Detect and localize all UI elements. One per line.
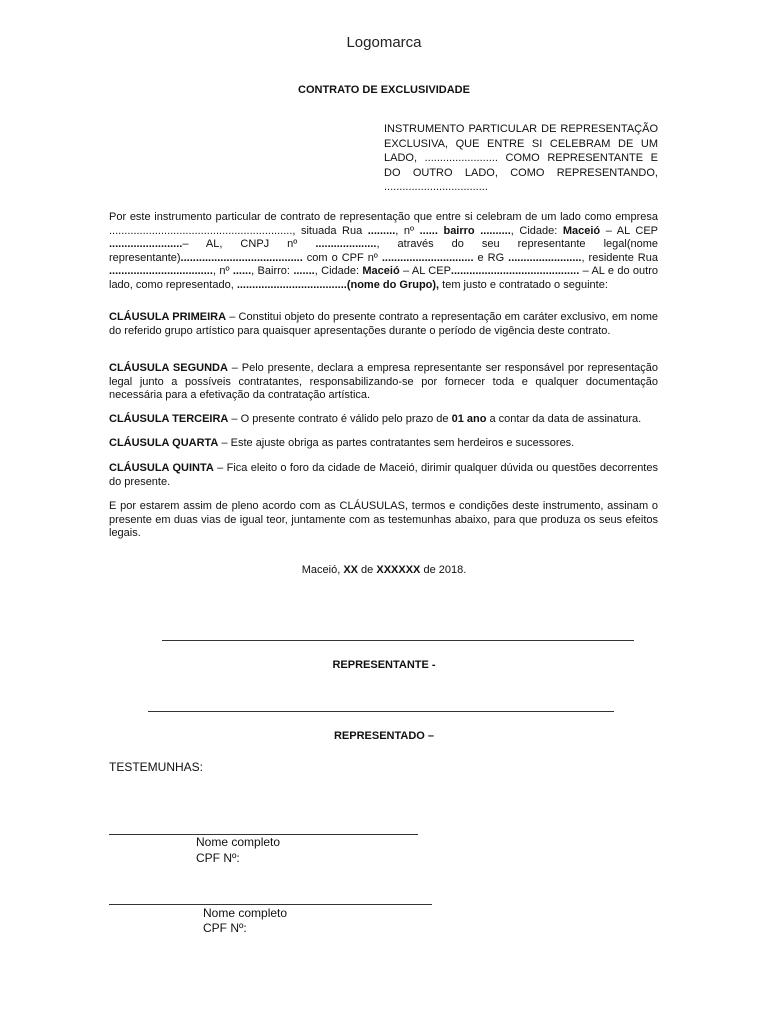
date-day: XX: [343, 564, 358, 576]
clause-primeira: [109, 311, 658, 338]
representado-signature-line: [148, 711, 614, 712]
intro-text-6: , através do seu representante legal(nome representante): [109, 238, 658, 264]
intro-bold-1: .........: [367, 224, 396, 237]
intro-text-5: – AL, CNPJ nº: [182, 238, 316, 251]
clause-terceira-title: CLÁUSULA TERCEIRA: [109, 413, 229, 425]
intro-text-2: , nº: [395, 224, 420, 237]
witnesses-title: TESTEMUNHAS:: [109, 760, 204, 774]
intro-text-14: – AL e do outro lado, como representado,: [109, 265, 658, 291]
intro-text-10: , nº: [212, 265, 233, 278]
clause-quinta-title: CLÁUSULA QUINTA: [109, 462, 214, 474]
intro-text-13: – AL CEP: [399, 265, 451, 278]
clause-quarta-title: CLÁUSULA QUARTA: [109, 437, 219, 449]
intro-bold-4: ........................: [109, 238, 183, 251]
clause-terceira-text-a: – O presente contrato é válido pelo prazo de: [228, 413, 452, 425]
intro-paragraph: [109, 211, 658, 293]
clause-quinta-text: – Fica eleito o foro da cidade de Maceió, dirimir qualquer dúvida ou questões decorrentes do presente.: [109, 462, 658, 488]
intro-bold-12: Maceió: [362, 265, 400, 278]
intro-bold-6: ........................................: [180, 251, 303, 264]
witness-2-name-label: Nome completo: [203, 906, 288, 920]
date-de: de: [358, 564, 377, 576]
date-month: XXXXXX: [376, 564, 421, 576]
witness-1-name-label: Nome completo: [196, 835, 281, 849]
clause-quinta: [109, 462, 658, 489]
clause-terceira: [109, 413, 658, 427]
date-year: de 2018.: [420, 564, 467, 576]
clause-segunda: [109, 362, 658, 403]
intro-bold-8: ........................: [508, 251, 582, 264]
intro-text-8: e RG: [473, 251, 509, 264]
clause-primeira-text: – Constitui objeto do presente contrato a representação em caráter exclusivo, em nome do referido grupo artístico para quaisquer apresentações durante o período de vigência deste contrato.: [109, 311, 658, 337]
clause-terceira-duration: 01 ano: [451, 413, 487, 425]
intro-bold-5: ....................: [315, 238, 377, 251]
intro-text-15: tem justo e contratado o seguinte:: [439, 278, 608, 291]
logo-placeholder: Logomarca: [346, 34, 422, 51]
intro-bold-9: ..................................: [109, 265, 213, 278]
clause-quarta: [109, 437, 658, 451]
intro-bold-3: Maceió: [562, 224, 601, 237]
witness-1-cpf-label: CPF Nº:: [196, 851, 240, 865]
intro-bold-13: ..........................................: [450, 265, 580, 278]
intro-text-11: , Bairro:: [251, 265, 294, 278]
clause-primeira-title: CLÁUSULA PRIMEIRA: [109, 311, 227, 323]
date-city: Maceió,: [301, 564, 344, 576]
intro-text-3: , Cidade:: [510, 224, 563, 237]
witness-2-signature-line: [109, 904, 432, 905]
closing-paragraph: E por estarem assim de pleno acordo com as CLÁUSULAS, termos e condições deste instrumento, assinam o presente em duas vias de igual teor, juntamente com as testemunhas abaixo, para que produza os seus efeitos legais.: [109, 500, 658, 540]
witness-2-cpf-label: CPF Nº:: [203, 921, 247, 935]
intro-text-9: , residente Rua: [581, 251, 658, 264]
intro-bold-14: ....................................(nome do Grupo),: [236, 278, 440, 291]
intro-bold-7: ..............................: [381, 251, 474, 264]
intro-text-4: – AL CEP: [600, 224, 658, 237]
date-line: [0, 564, 768, 576]
clause-segunda-title: CLÁUSULA SEGUNDA: [109, 362, 228, 374]
clause-segunda-text: – Pelo presente, declara a empresa representante ser responsável por representação legal junto a possíveis contratantes, responsabilizando-se por fornecer toda e qualquer documentação necessária para a efetivação da contratação artística.: [109, 362, 658, 402]
intro-text-7: com o CPF nº: [302, 251, 382, 264]
intro-text-12: , Cidade:: [314, 265, 363, 278]
intro-bold-11: .......: [293, 265, 315, 278]
representado-label: REPRESENTADO –: [333, 730, 435, 742]
intro-text-1: Por este instrumento particular de contrato de representação que entre si celebram de um lado como empresa ............................................................, situada Rua: [109, 211, 658, 237]
representante-label: REPRESENTANTE -: [332, 659, 436, 671]
preamble-paragraph: INSTRUMENTO PARTICULAR DE REPRESENTAÇÃO EXCLUSIVA, QUE ENTRE SI CELEBRAM DE UM LADO, ........................ COMO REPRESENTANTE E DO OUTRO LADO, COMO REPRESENTANDO, ..................................: [384, 123, 658, 193]
intro-bold-10: ......: [232, 265, 252, 278]
clause-quarta-text: – Este ajuste obriga as partes contratantes sem herdeiros e sucessores.: [218, 437, 575, 449]
clause-terceira-text-b: a contar da data de assinatura.: [486, 413, 642, 425]
representante-signature-line: [162, 640, 634, 641]
document-title: CONTRATO DE EXCLUSIVIDADE: [298, 84, 470, 96]
intro-bold-2: ...... bairro ..........: [419, 224, 511, 237]
